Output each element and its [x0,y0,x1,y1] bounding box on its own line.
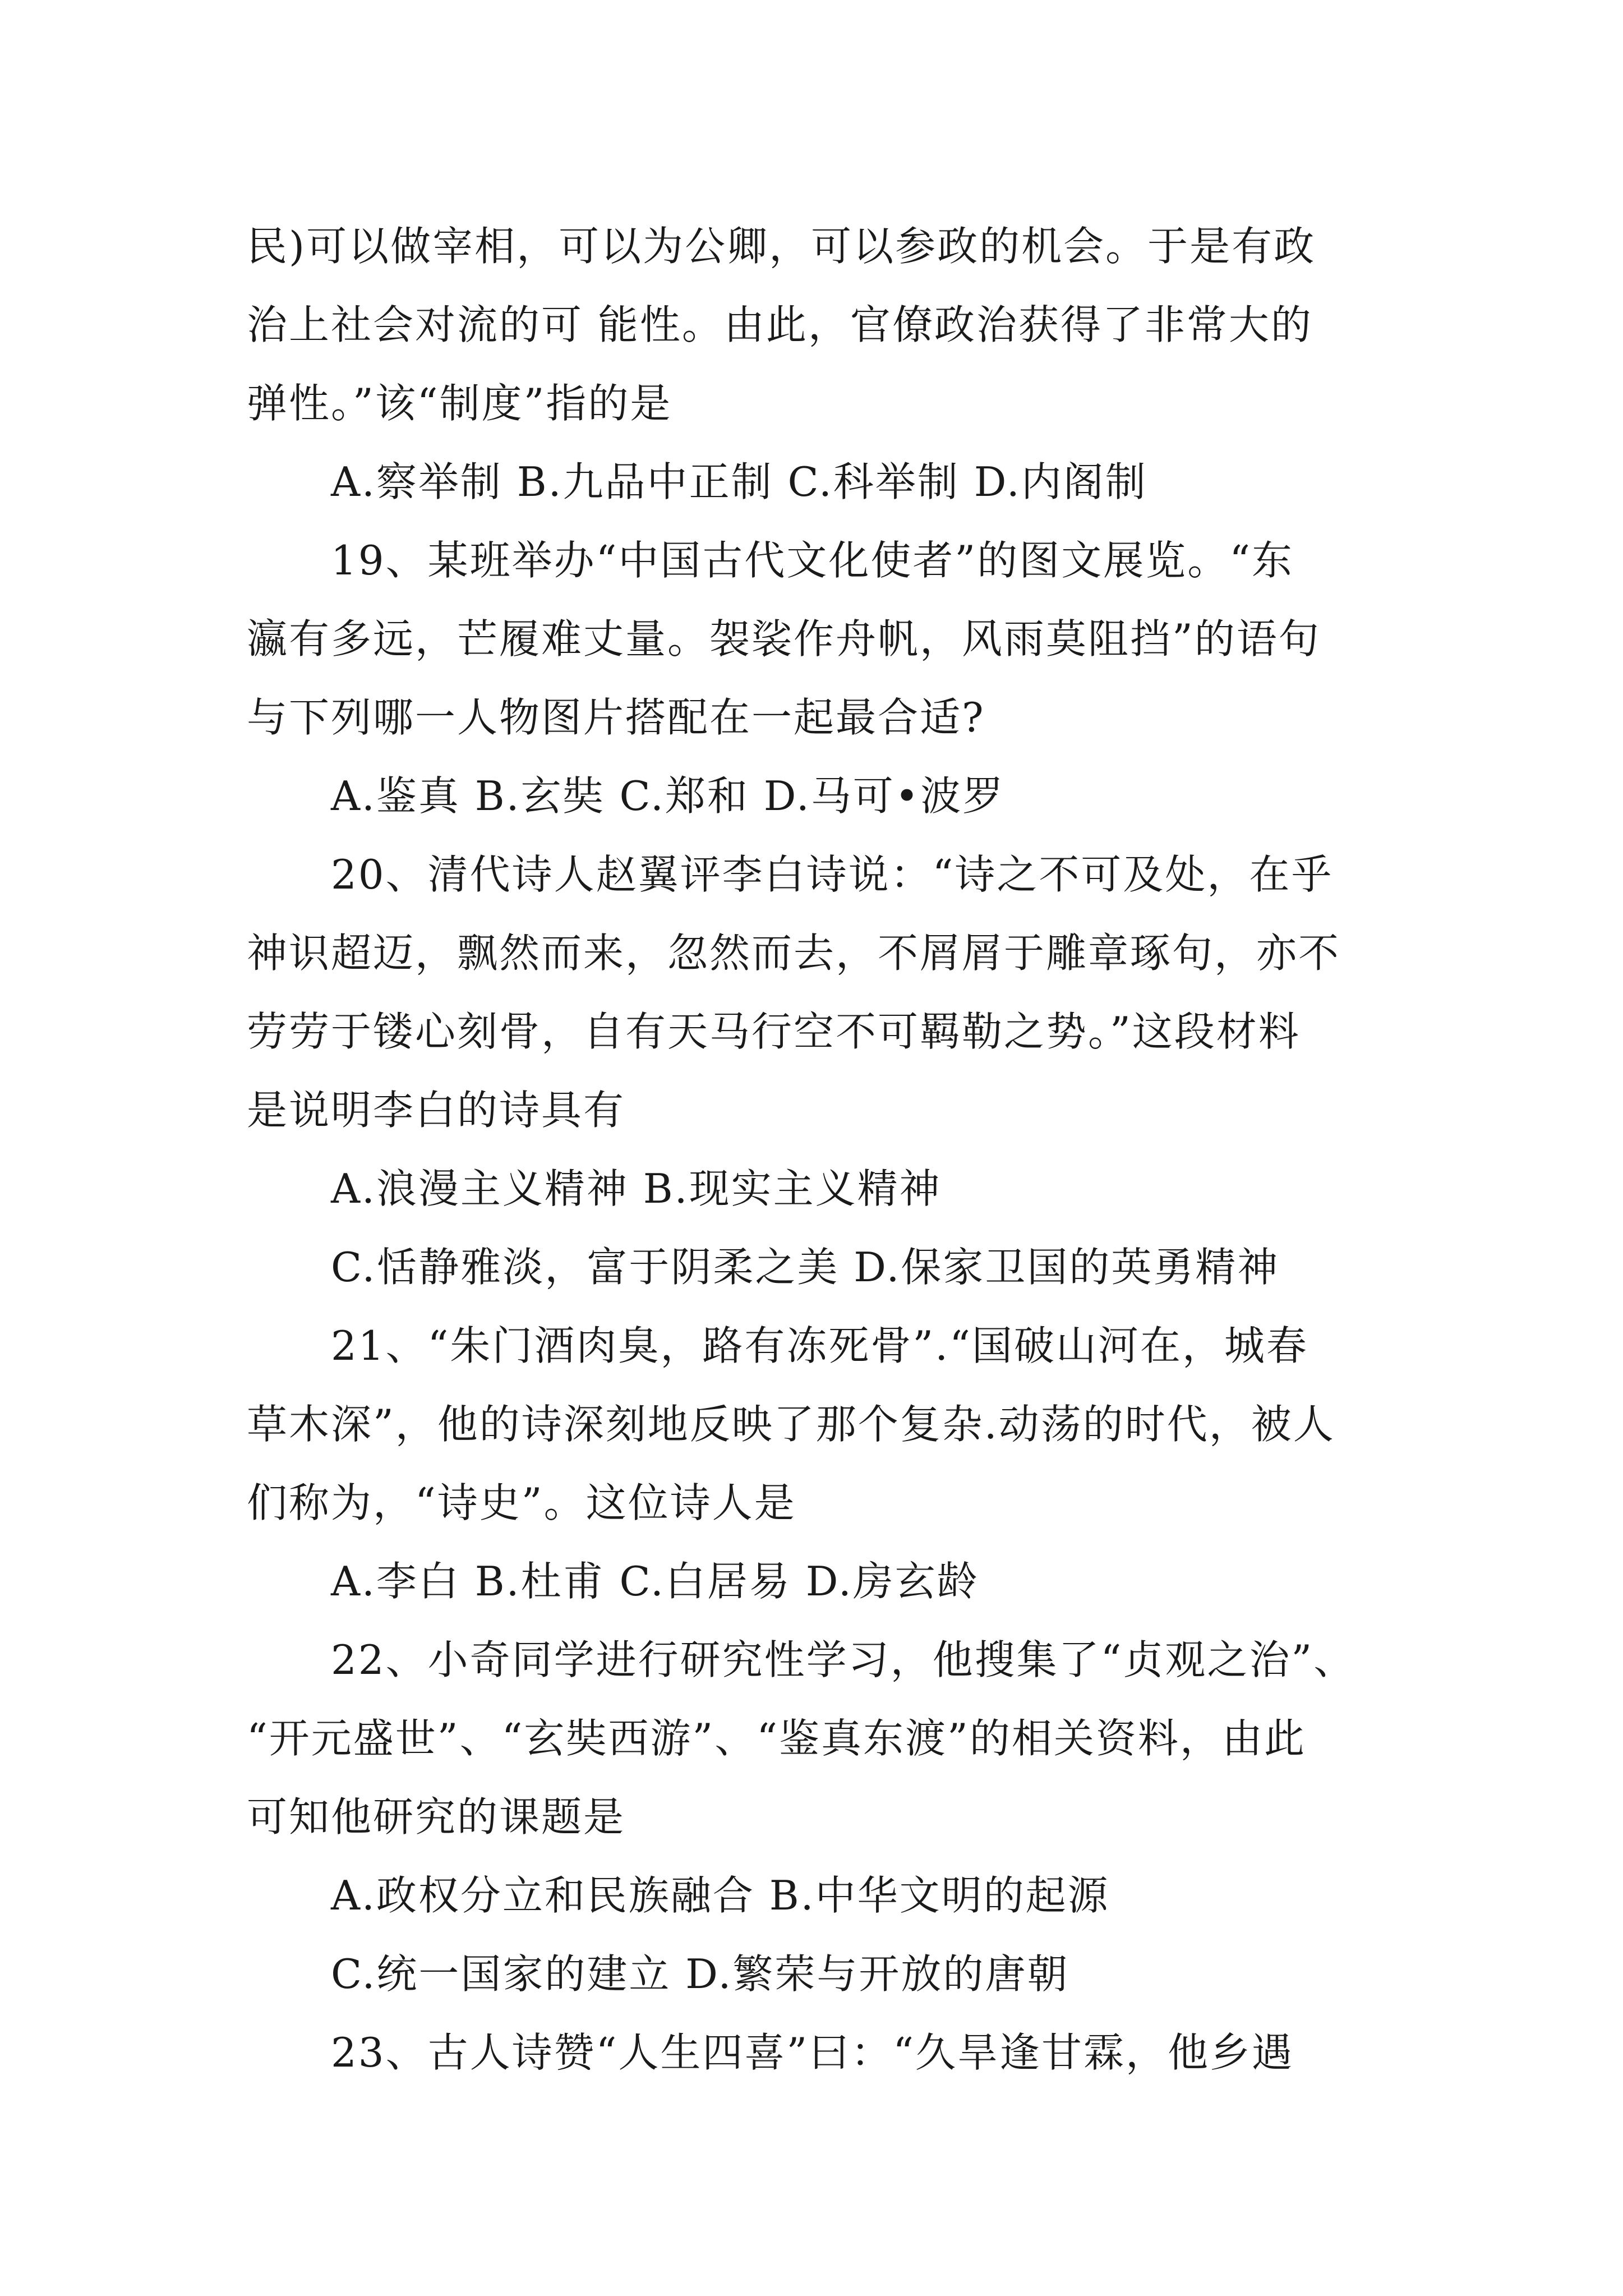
answer-options: A.李白 B.杜甫 C.白居易 D.房玄龄 [331,1558,979,1605]
question-21-stem: 21、“朱门酒肉臭，路有冻死骨”.“国破山河在，城春 [331,1322,1308,1369]
question-20-stem: 20、清代诗人赵翼评李白诗说：“诗之不可及处，在乎 [331,851,1334,898]
question-23-stem: 23、古人诗赞“人生四喜”曰：“久旱逢甘霖，他乡遇 [331,2029,1294,2076]
text-line: 是说明李白的诗具有 [247,1087,626,1134]
answer-options: A.政权分立和民族融合 B.中华文明的起源 [331,1872,1110,1919]
answer-options: C.统一国家的建立 D.繁荣与开放的唐朝 [331,1950,1069,1998]
text-line: 瀛有多远，芒履难丈量。袈裟作舟帆，风雨莫阻挡”的语句 [247,615,1321,662]
text-line: 劳劳于镂心刻骨，自有天马行空不可羁勒之势。”这段材料 [247,1008,1301,1055]
answer-options: A.察举制 B.九品中正制 C.科举制 D.内阁制 [331,458,1147,505]
text-line: 草木深”，他的诗深刻地反映了那个复杂.动荡的时代，被人 [247,1401,1335,1448]
text-line: 弹性。”该“制度”指的是 [247,380,672,427]
answer-options: C.恬静雅淡，富于阴柔之美 D.保家卫国的英勇精神 [331,1244,1280,1291]
text-line: 与下列哪一人物图片搭配在一起最合适? [247,694,985,741]
question-19-stem: 19、某班举办“中国古代文化使者”的图文展览。“东 [331,537,1294,584]
question-22-stem: 22、小奇同学进行研究性学习，他搜集了“贞观之治”、 [331,1636,1356,1683]
text-line: 民)可以做宰相，可以为公卿，可以参政的机会。于是有政 [247,223,1316,270]
text-line: 神识超迈，飘然而来，忽然而去，不屑屑于雕章琢句，亦不 [247,930,1341,977]
text-line: “开元盛世”、“玄奘西游”、“鉴真东渡”的相关资料，由此 [247,1715,1306,1762]
answer-options: A.浪漫主义精神 B.现实主义精神 [331,1165,942,1212]
answer-options: A.鉴真 B.玄奘 C.郑和 D.马可•波罗 [331,772,1005,820]
text-line: 可知他研究的课题是 [247,1793,626,1841]
text-line: 治上社会对流的可 能性。由此，官僚政治获得了非常大的 [247,301,1313,348]
text-line: 们称为，“诗史”。这位诗人是 [247,1479,796,1526]
